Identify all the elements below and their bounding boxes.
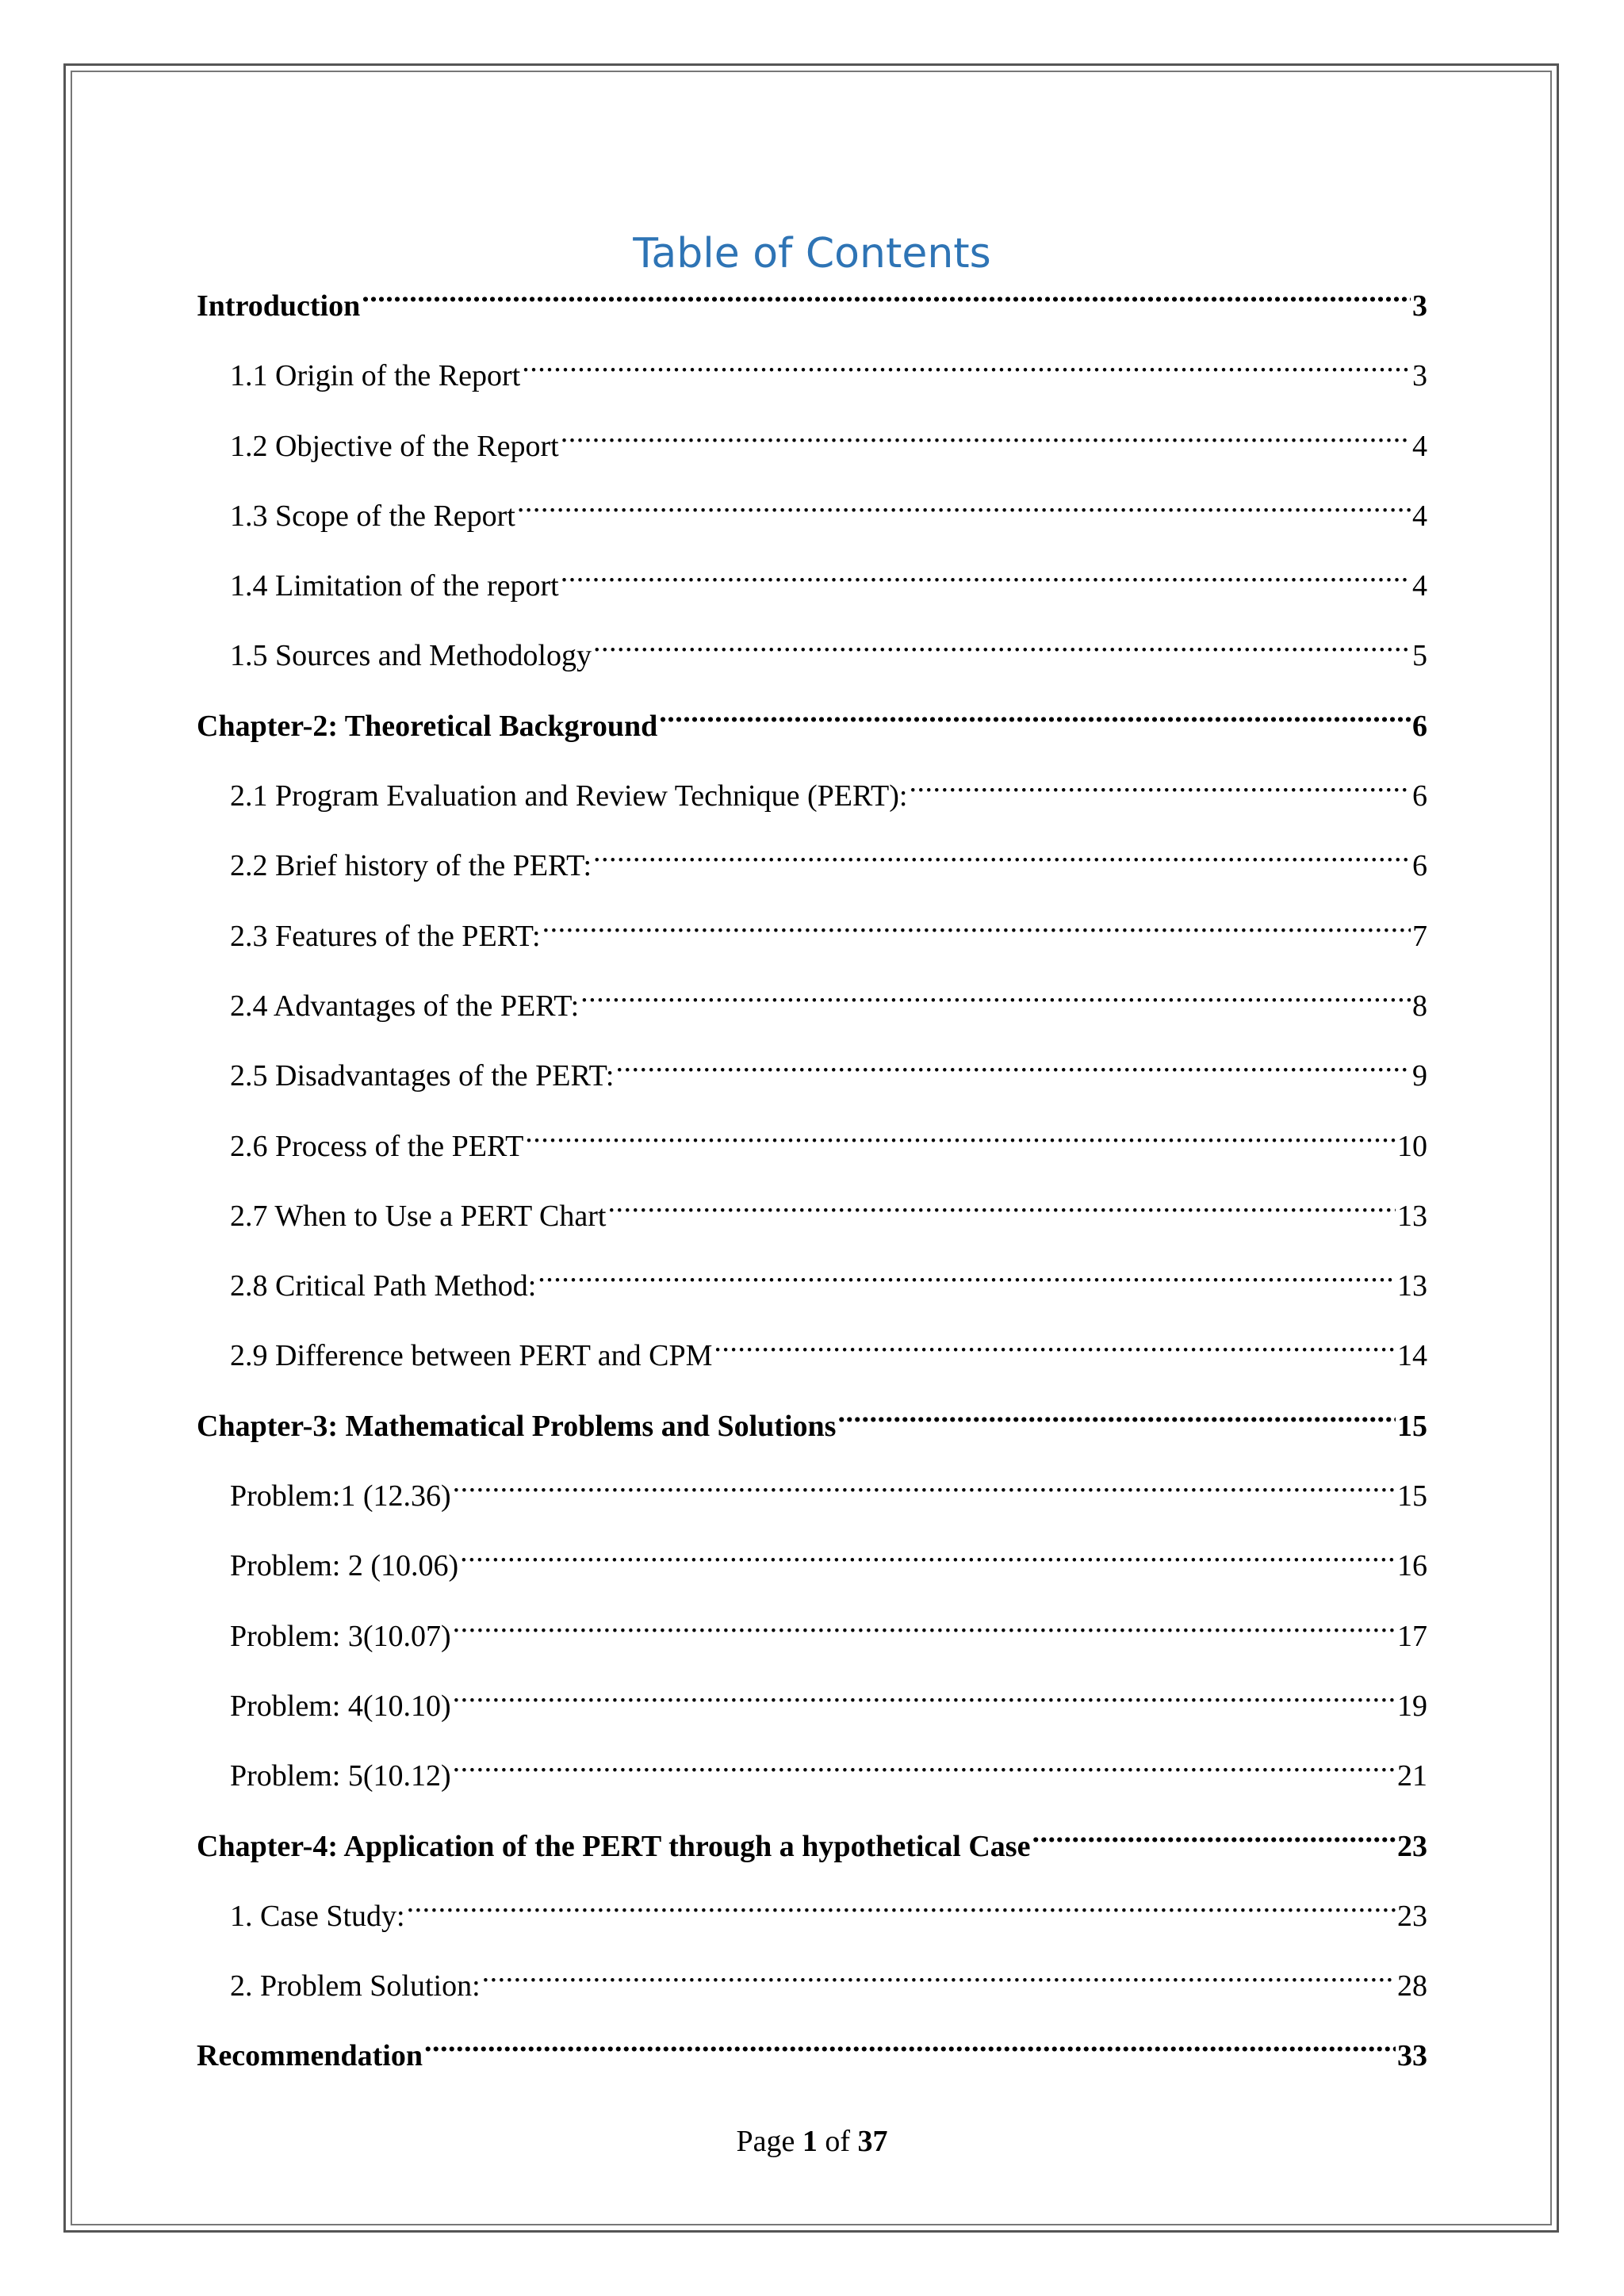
toc-entry-page-number: 28: [1397, 1969, 1427, 2003]
footer-prefix: Page: [736, 2125, 795, 2158]
toc-entry[interactable]: [197, 1472, 1427, 1542]
toc-entry-page-number: 16: [1397, 1549, 1427, 1583]
toc-dot-leader: [482, 1965, 1396, 1996]
toc-entry[interactable]: [197, 1052, 1427, 1122]
toc-entry-page-number: 5: [1412, 639, 1427, 673]
toc-entry[interactable]: [197, 842, 1427, 912]
toc-entry-page-number: 4: [1412, 569, 1427, 603]
toc-entry-page-number: 4: [1412, 499, 1427, 533]
toc-dot-leader: [909, 775, 1411, 806]
toc-entry[interactable]: [197, 423, 1427, 492]
toc-dot-leader: [837, 1406, 1396, 1436]
toc-dot-leader: [453, 1755, 1396, 1785]
toc-entry-label: 2.6 Process of the PERT: [230, 1129, 524, 1163]
toc-entry[interactable]: [197, 1823, 1427, 1892]
toc-entry-label: 2.5 Disadvantages of the PERT:: [230, 1059, 615, 1093]
footer-separator: of: [825, 2125, 851, 2158]
toc-entry-page-number: 19: [1397, 1689, 1427, 1723]
toc-entry[interactable]: [197, 1332, 1427, 1402]
toc-entry-label: Chapter-3: Mathematical Problems and Solutions: [197, 1409, 837, 1443]
toc-entry-label: 1.1 Origin of the Report: [230, 359, 521, 393]
toc-dot-leader: [593, 845, 1411, 875]
toc-entry[interactable]: [197, 1262, 1427, 1332]
toc-entry[interactable]: [197, 1123, 1427, 1192]
table-of-contents: [197, 282, 1427, 2103]
toc-entry-page-number: 6: [1412, 779, 1427, 813]
toc-entry-label: 2.9 Difference between PERT and CPM: [230, 1339, 713, 1373]
toc-entry-page-number: 6: [1412, 709, 1427, 743]
toc-entry-label: Problem:1 (12.36): [230, 1479, 451, 1513]
toc-entry-page-number: 8: [1412, 989, 1427, 1023]
toc-entry-label: Problem: 2 (10.06): [230, 1549, 459, 1583]
toc-entry-page-number: 10: [1397, 1129, 1427, 1163]
toc-entry-page-number: 33: [1397, 2039, 1427, 2073]
toc-entry-page-number: 15: [1397, 1479, 1427, 1513]
toc-entry-label: 1.4 Limitation of the report: [230, 569, 559, 603]
toc-entry-label: 2.7 When to Use a PERT Chart: [230, 1199, 607, 1233]
toc-dot-leader: [453, 1686, 1396, 1716]
toc-entry-page-number: 9: [1412, 1059, 1427, 1093]
toc-entry[interactable]: [197, 772, 1427, 842]
footer-total-pages: 37: [857, 2125, 888, 2158]
toc-entry-page-number: 7: [1412, 919, 1427, 953]
toc-entry[interactable]: [197, 1542, 1427, 1612]
footer-current-page: 1: [802, 2125, 818, 2158]
toc-dot-leader: [407, 1896, 1396, 1926]
toc-entry-page-number: 15: [1397, 1409, 1427, 1443]
toc-dot-leader: [517, 496, 1411, 526]
toc-entry[interactable]: [197, 2032, 1427, 2102]
toc-entry-label: 1. Case Study:: [230, 1899, 405, 1933]
toc-entry-page-number: 3: [1412, 359, 1427, 393]
toc-entry-label: 2. Problem Solution:: [230, 1969, 481, 2003]
toc-dot-leader: [525, 1126, 1396, 1156]
toc-entry-label: 2.2 Brief history of the PERT:: [230, 849, 592, 883]
toc-dot-leader: [453, 1616, 1396, 1646]
toc-dot-leader: [561, 565, 1411, 595]
toc-entry[interactable]: [197, 282, 1427, 352]
toc-entry[interactable]: [197, 1402, 1427, 1472]
toc-dot-leader: [538, 1265, 1396, 1295]
toc-entry-page-number: 17: [1397, 1619, 1427, 1653]
toc-dot-leader: [561, 426, 1411, 456]
toc-entry-label: Recommendation: [197, 2039, 423, 2073]
page-footer: [0, 2122, 1624, 2161]
toc-dot-leader: [580, 985, 1411, 1016]
toc-entry[interactable]: [197, 702, 1427, 772]
toc-dot-leader: [659, 706, 1411, 736]
toc-entry-label: 1.5 Sources and Methodology: [230, 639, 592, 673]
toc-entry[interactable]: [197, 1962, 1427, 2032]
toc-entry-page-number: 14: [1397, 1339, 1427, 1373]
toc-dot-leader: [615, 1055, 1411, 1085]
toc-entry[interactable]: [197, 1892, 1427, 1962]
toc-entry-page-number: 13: [1397, 1199, 1427, 1233]
toc-dot-leader: [522, 355, 1411, 385]
toc-entry[interactable]: [197, 1752, 1427, 1822]
toc-entry-label: Problem: 3(10.07): [230, 1619, 451, 1653]
page-title: Table of Contents: [633, 230, 991, 277]
toc-dot-leader: [542, 916, 1411, 946]
toc-dot-leader: [362, 285, 1411, 316]
toc-entry-label: 1.3 Scope of the Report: [230, 499, 515, 533]
toc-entry-page-number: 23: [1397, 1899, 1427, 1933]
toc-dot-leader: [460, 1545, 1396, 1575]
toc-entry[interactable]: [197, 1613, 1427, 1682]
toc-entry[interactable]: [197, 352, 1427, 422]
toc-entry-page-number: 4: [1412, 429, 1427, 463]
toc-entry-page-number: 6: [1412, 849, 1427, 883]
toc-entry-label: 2.4 Advantages of the PERT:: [230, 989, 580, 1023]
toc-dot-leader: [1032, 1826, 1396, 1856]
toc-entry[interactable]: [197, 913, 1427, 982]
toc-entry-page-number: 3: [1412, 289, 1427, 323]
toc-entry[interactable]: [197, 1192, 1427, 1262]
toc-entry[interactable]: [197, 562, 1427, 632]
toc-entry[interactable]: [197, 492, 1427, 562]
toc-entry[interactable]: [197, 1682, 1427, 1752]
toc-dot-leader: [593, 635, 1411, 665]
toc-entry-label: Chapter-2: Theoretical Background: [197, 709, 658, 743]
toc-dot-leader: [453, 1475, 1396, 1506]
toc-entry-page-number: 23: [1397, 1829, 1427, 1863]
toc-entry-label: 2.1 Program Evaluation and Review Technique (PERT):: [230, 779, 908, 813]
toc-entry-label: 2.3 Features of the PERT:: [230, 919, 541, 953]
toc-entry-label: Chapter-4: Application of the PERT through a hypothetical Case: [197, 1829, 1031, 1863]
toc-entry[interactable]: [197, 982, 1427, 1052]
toc-entry-page-number: 21: [1397, 1759, 1427, 1793]
toc-entry-label: Introduction: [197, 289, 361, 323]
toc-entry[interactable]: [197, 632, 1427, 702]
toc-dot-leader: [607, 1196, 1396, 1226]
toc-dot-leader: [714, 1335, 1396, 1365]
toc-entry-label: Problem: 4(10.10): [230, 1689, 451, 1723]
toc-entry-page-number: 13: [1397, 1269, 1427, 1303]
toc-entry-label: 2.8 Critical Path Method:: [230, 1269, 537, 1303]
toc-entry-label: 1.2 Objective of the Report: [230, 429, 559, 463]
toc-entry-label: Problem: 5(10.12): [230, 1759, 451, 1793]
toc-dot-leader: [424, 2035, 1396, 2065]
